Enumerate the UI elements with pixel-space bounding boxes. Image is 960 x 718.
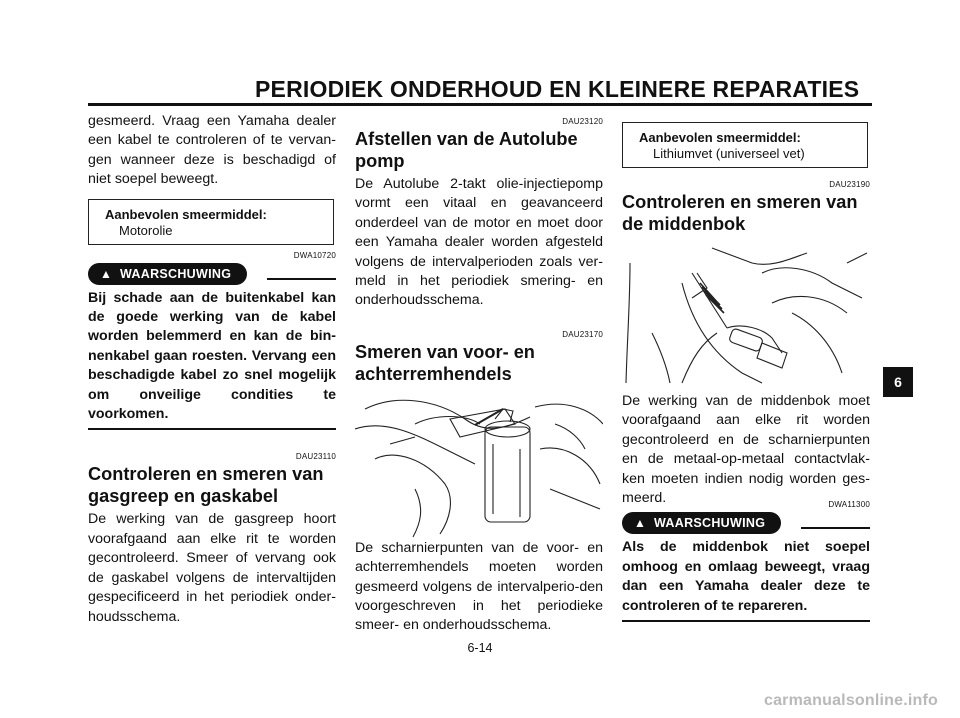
- section-text: De scharnierpunten van de voor- en achterremhendels moeten worden gesmeerd volgens de intervalperio-den voorgeschreven in het periodieke smeer- en onderhoudsschema.: [355, 539, 603, 634]
- section-code: DAU23110: [295, 452, 336, 462]
- lubricant-label: Aanbevolen smeermiddel:: [105, 206, 267, 222]
- brake-lever-illustration: [355, 389, 603, 539]
- header-rule: [88, 103, 872, 106]
- column-right: [622, 112, 870, 622]
- intro-paragraph: gesmeerd. Vraag een Yamaha dealer een kabel te controleren of te vervan-gen wanneer deze is beschadigd of niet soepel beweegt.: [88, 113, 336, 188]
- lubricant-box: [88, 199, 334, 245]
- warning-code: DWA11300: [828, 500, 870, 510]
- lubricant-label: Aanbevolen smeermiddel:: [639, 130, 801, 145]
- warning-end-rule: [622, 620, 870, 622]
- lubricant-box: [622, 122, 868, 168]
- chapter-tab: 6: [883, 367, 913, 397]
- center-stand-illustration: [622, 243, 870, 388]
- warning-header: [88, 263, 336, 285]
- warning-badge: [622, 512, 781, 534]
- section-text: De werking van de middenbok moet voorafgaand aan elke rit worden gecontroleerd en de scharnierpunten en de metaal-op-metaal contactvlak-ken moeten indien nodig worden ges-meerd.: [622, 393, 870, 507]
- page-number: 6-14: [467, 641, 493, 655]
- warning-code: DWA10720: [293, 250, 336, 260]
- column-left: [88, 112, 336, 627]
- section-code: DAU23170: [562, 329, 603, 339]
- brake-lever-drawing: [355, 389, 603, 539]
- lubricant-value: Motorolie: [119, 222, 173, 238]
- watermark: carmanualsonline.info: [763, 692, 938, 709]
- warning-header: [622, 512, 870, 534]
- warning-text: Bij schade aan de buitenkabel kan de goede werking van de kabel worden belemmerd en kan de bin-nenkabel gaan roesten. Vervang een beschadigde kabel zo snel mogelijk om onveilige condities te voorkomen.: [88, 289, 336, 423]
- warning-icon: ▲: [100, 266, 113, 281]
- warning-label: WAARSCHUWING: [120, 266, 232, 281]
- center-stand-drawing: [622, 243, 870, 388]
- section-title: Controleren en smeren van de middenbok: [622, 192, 858, 234]
- section-title: Smeren van voor- en achterremhendels: [355, 341, 535, 384]
- warning-line: [801, 527, 870, 529]
- section-text: De Autolube 2-takt olie-injectiepomp vormt een vitaal en geavanceerd onderdeel van de motor en moet door een Yamaha dealer worden afgesteld volgens de intervalperioden zoals ver-meld in het periodiek smering- en onderhoudsschema.: [355, 176, 603, 309]
- section-text: De werking van de gasgreep hoort voorafgaand aan elke rit te worden gecontroleerd. Smeer of vervang ook de gaskabel volgens de intervaltijden gespecificeerd in het periodiek onder-houdsschema.: [88, 511, 336, 625]
- lubricant-value: Lithiumvet (universeel vet): [653, 146, 805, 161]
- column-middle: [355, 112, 603, 636]
- warning-text: Als de middenbok niet soepel omhoog en omlaag beweegt, vraag dan een Yamaha dealer deze te controleren of te repareren.: [622, 539, 870, 614]
- section-title: Afstellen van de Autolube pomp: [355, 129, 578, 171]
- warning-line: [267, 278, 336, 280]
- section-code: DAU23190: [829, 180, 870, 189]
- section-title: Controleren en smeren van gasgreep en gaskabel: [88, 464, 324, 507]
- section-code: DAU23120: [562, 117, 603, 126]
- warning-end-rule: [88, 428, 336, 430]
- page-header-title: PERIODIEK ONDERHOUD EN KLEINERE REPARATIES: [255, 76, 860, 102]
- warning-badge: [88, 263, 247, 285]
- warning-icon: ▲: [634, 516, 647, 531]
- warning-label: WAARSCHUWING: [654, 516, 766, 531]
